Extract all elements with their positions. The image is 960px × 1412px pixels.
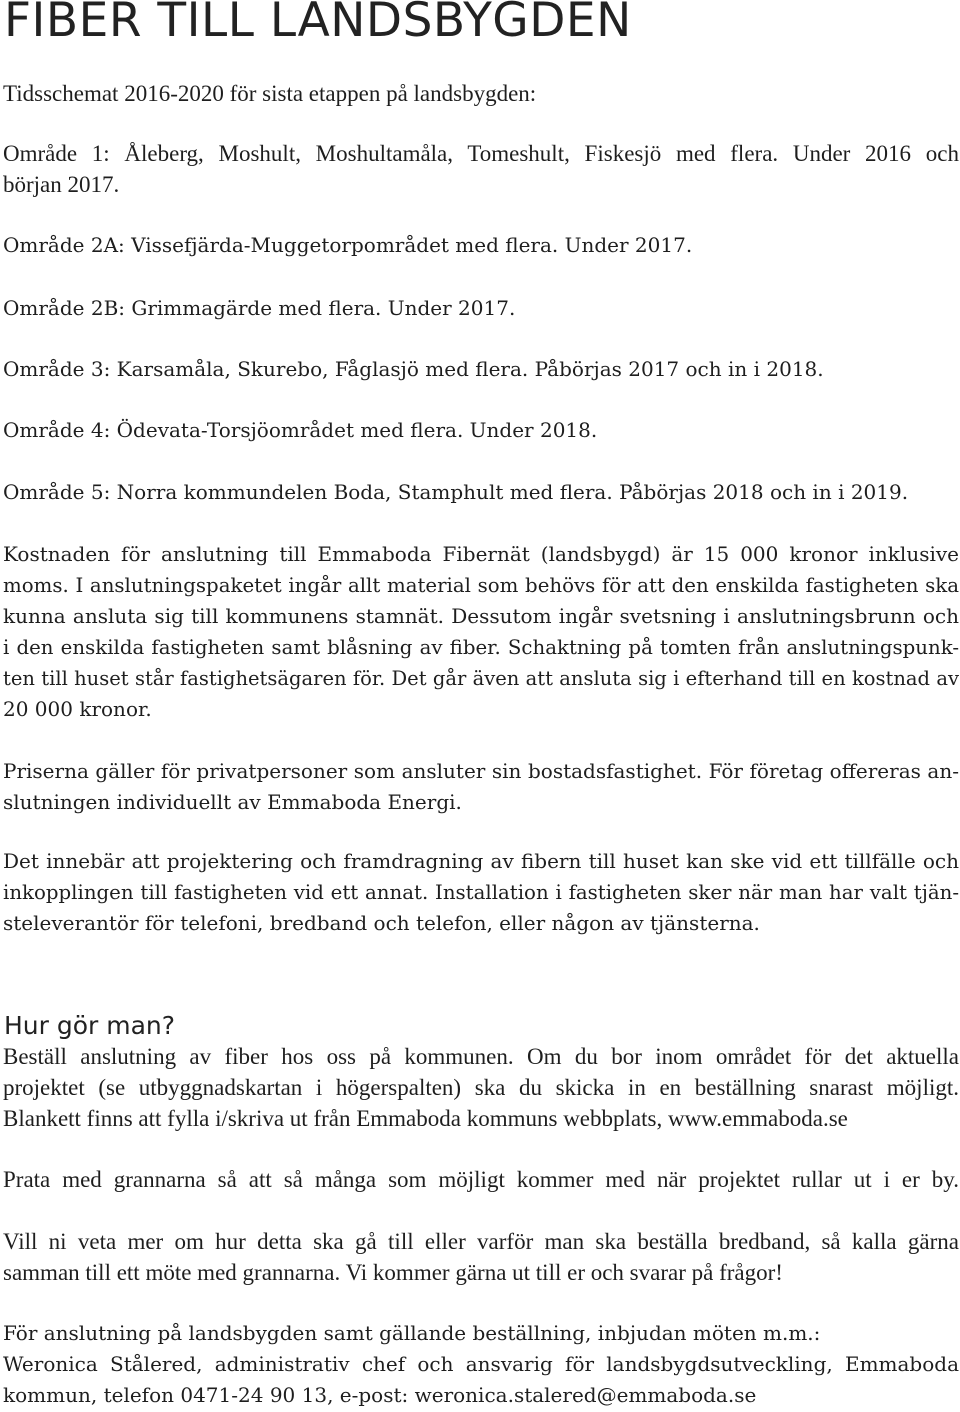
area-3-text: Område 3: Karsamåla, Skurebo, Fåglasjö med flera. Påbörjas 2017 och in i 2018. [3,357,824,381]
cost-line-5: ten till huset står fastighetsägaren för. Det går även att ansluta sig i efterhand till en kostnad av [3,667,959,690]
contact-line-2: Weronica Stålered, administrativ chef och ansvarig för landsbygdsutveckling, Emmaboda [3,1352,959,1376]
neighbours-paragraph [3,1164,959,1195]
schedule-intro-text: Tidsschemat 2016-2020 för sista etappen på landsbygden: [3,81,537,106]
cost-paragraph [3,539,959,725]
cost-line-3: kunna ansluta sig till kommunens stamnät. Dessutom ingår svetsning i anslutningsbrunn och [3,604,959,628]
how-heading: Hur gör man? [4,1011,176,1040]
meaning-line-2: inkopplingen till fastigheten vid ett annat. Installation i fastigheten sker när man har valt tjän- [3,881,959,904]
contact-line-3: kommun, telefon 0471-24 90 13, e-post: weronica.stalered@emmaboda.se [3,1383,757,1407]
meaning-line-1: Det innebär att projektering och framdragning av fibern till huset kan ske vid ett tillfälle och [3,849,959,873]
how-line-3: Blankett finns att fylla i/skriva ut från Emmaboda kommuns webbplats, www.emmaboda.se [3,1106,848,1131]
area-2b-text: Område 2B: Grimmagärde med flera. Under 2017. [3,296,516,320]
neighbours-text: Prata med grannarna så att så många som möjligt kommer med när projektet rullar ut i er by. [3,1167,959,1192]
how-line-2: projektet (se utbyggnadskartan i högerspalten) ska du skicka in en beställning snarast möjligt. [3,1075,959,1100]
page-title: FIBER TILL LANDSBYGDEN [4,0,632,48]
area-1-paragraph [3,138,959,200]
area-5-text: Område 5: Norra kommundelen Boda, Stamphult med flera. Påbörjas 2018 och in i 2019. [3,480,909,504]
how-line-1: Beställ anslutning av fiber hos oss på kommunen. Om du bor inom området för det aktuella [3,1044,959,1069]
cost-line-4: i den enskilda fastigheten samt blåsning av fiber. Schaktning på tomten från anslutningspunk- [3,636,959,659]
contact-paragraph [3,1318,959,1411]
more-info-line-2: samman till ett möte med grannarna. Vi kommer gärna ut till er och svarar på frågor! [3,1260,783,1285]
prices-line-1: Priserna gäller för privatpersoner som ansluter sin bostadsfastighet. För företag offereras an- [3,759,959,783]
area-1-line-1: Område 1: Åleberg, Moshult, Moshultamåla, Tomeshult, Fiskesjö med flera. Under 2016 och [3,141,959,166]
meaning-paragraph [3,846,959,939]
area-4-text: Område 4: Ödevata-Torsjöområdet med flera. Under 2018. [3,418,598,442]
cost-line-6: 20 000 kronor. [3,697,152,721]
area-2b-paragraph [3,293,959,324]
cost-line-1: Kostnaden för anslutning till Emmaboda Fibernät (landsbygd) är 15 000 kronor inklusive [3,542,959,566]
schedule-intro [3,78,959,109]
area-2a-text: Område 2A: Vissefjärda-Muggetorpområdet med flera. Under 2017. [3,233,693,257]
contact-line-1: För anslutning på landsbygden samt gällande beställning, inbjudan möten m.m.: [3,1321,821,1345]
area-1-line-2: början 2017. [3,172,120,197]
how-paragraph [3,1041,959,1134]
area-5-paragraph [3,477,959,508]
meaning-line-3: steleverantör för telefoni, bredband och telefon, eller någon av tjänsterna. [3,911,760,935]
area-2a-paragraph [3,230,959,261]
more-info-line-1: Vill ni veta mer om hur detta ska gå till eller varför man ska beställa bredband, så kalla gärna [3,1229,959,1254]
area-3-paragraph [3,354,959,385]
prices-line-2: slutningen individuellt av Emmaboda Energi. [3,790,462,814]
area-4-paragraph [3,415,959,446]
cost-line-2: moms. I anslutningspaketet ingår allt material som behövs för att den enskilda fastigheten ska [3,574,959,597]
more-info-paragraph [3,1226,959,1288]
prices-paragraph [3,756,959,818]
